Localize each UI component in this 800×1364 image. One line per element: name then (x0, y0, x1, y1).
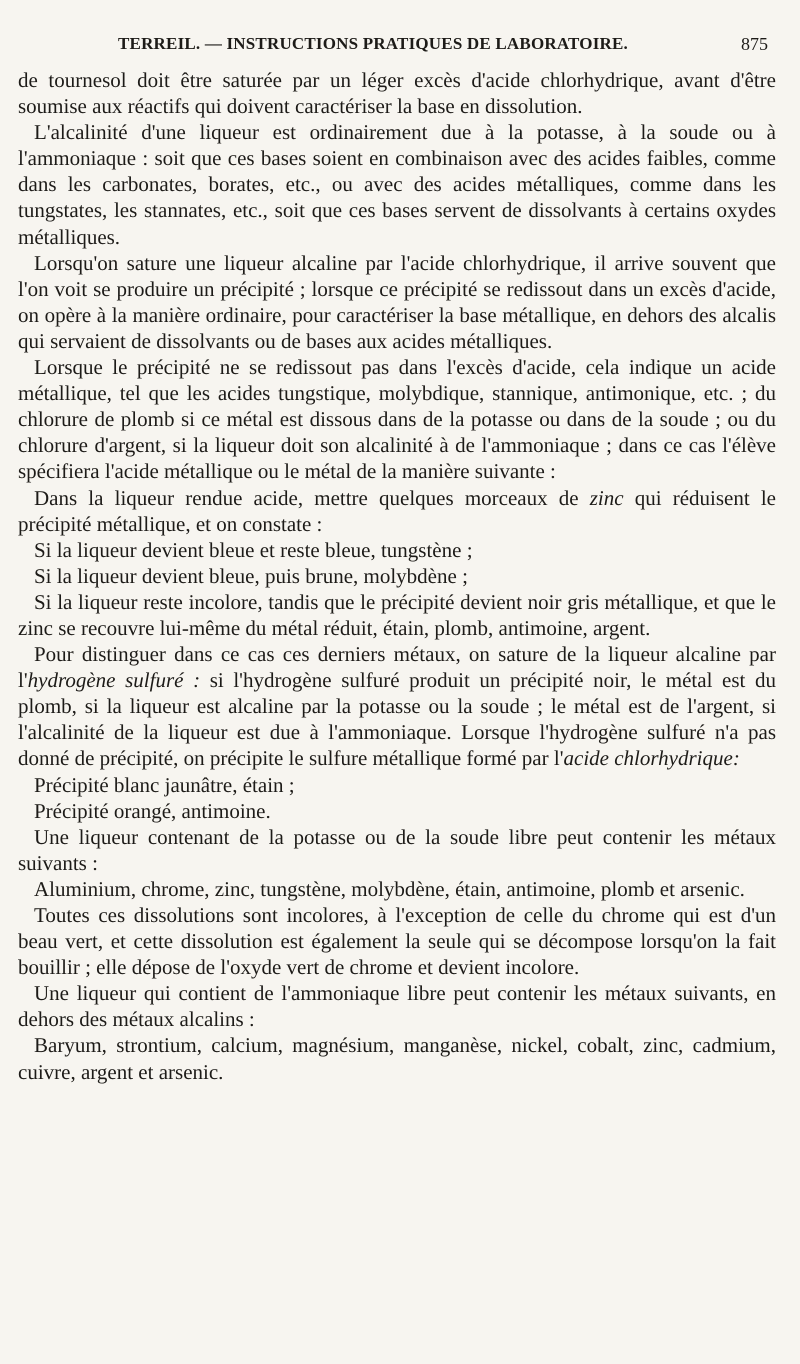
paragraph-alcalinite: L'alcalinité d'une liqueur est ordinairement due à la potasse, à la soude ou à l'ammoniaque : soit que ces bases soient en combinaison avec des acides faibles, comme dans les carbonates, borates, etc., ou avec des acides métalliques, comme dans les tungstates, les stannates, etc., soit que ces bases servent de dissolvants à certains oxydes métalliques. (18, 120, 776, 249)
paragraph-precipite: Lorsque le précipité ne se redissout pas dans l'excès d'acide, cela indique un acide métallique, tel que les acides tungstique, molybdique, stannique, antimonique, etc. ; du chlorure de plomb si ce métal est dissous dans de la potasse ou dans de la soude ; ou du chlorure d'argent, si la liqueur doit son alcalinité à de l'ammoniaque ; dans ce cas l'élève spécifiera l'acide métallique ou le métal de la manière suivante : (18, 355, 776, 484)
text-segment: Pour distinguer dans ce cas ces derniers métaux, on sature de la liqueur alcaline par l' (18, 642, 776, 693)
list-item-tungstene: Si la liqueur devient bleue et reste bleue, tungstène ; (34, 537, 473, 562)
paragraph-ammoniaque: Une liqueur qui contient de l'ammoniaque libre peut contenir les métaux suivants, en dehors des métaux alcalins : (18, 981, 776, 1032)
page-number: 875 (741, 34, 768, 54)
paragraph-distinguer (18, 641, 776, 771)
list-item-incolore: Si la liqueur reste incolore, tandis que le précipité devient noir gris métallique, et que le zinc se recouvre lui-même du métal réduit, étain, plomb, antimoine, argent. (18, 589, 776, 640)
italic-term: zinc (589, 485, 624, 510)
paragraph-zinc (18, 485, 776, 537)
italic-term: hydrogène sulfuré : (27, 668, 201, 693)
list-item-molybdene: Si la liqueur devient bleue, puis brune, molybdène ; (34, 563, 468, 588)
list-item-metaux-potasse: Aluminium, chrome, zinc, tungstène, molybdène, étain, antimoine, plomb et arsenic. (34, 876, 745, 901)
list-item-antimoine: Précipité orangé, antimoine. (34, 798, 271, 823)
paragraph-continuation: de tournesol doit être saturée par un léger excès d'acide chlorhydrique, avant d'être soumise aux réactifs qui doivent caractériser la base en dissolution. (18, 68, 776, 119)
list-item-etain: Précipité blanc jaunâtre, étain ; (34, 772, 295, 797)
text-segment: si l'hydrogène sulfuré produit un précipité noir, le métal est du plomb, si la liqueur est alcaline par la potasse ou la soude ; le métal est de l'argent, si l'alcalinité de la liqueur est due à l'ammoniaque. Lorsque l'hydrogène sulfuré n'a pas donné de précipité, on précipite le sulfure métallique formé par l' (18, 668, 776, 771)
page-header (118, 34, 768, 58)
running-title: TERREIL. — INSTRUCTIONS PRATIQUES DE LABORATOIRE. (118, 34, 628, 53)
text-segment: Dans la liqueur rendue acide, mettre quelques morceaux de (34, 485, 590, 510)
page-body (18, 67, 776, 1085)
paragraph-saturation: Lorsqu'on sature une liqueur alcaline par l'acide chlorhydrique, il arrive souvent que l'on voit se produire un précipité ; lorsque ce précipité se redissout dans un excès d'acide, on opère à la manière ordinaire, pour caractériser la base métallique, en dehors des alcalis qui servaient de dissolvants ou de bases aux acides métalliques. (18, 250, 776, 353)
italic-term: acide chlorhydrique: (563, 746, 740, 771)
list-item-metaux-ammoniaque: Baryum, strontium, calcium, magnésium, manganèse, nickel, cobalt, zinc, cadmium, cuivre, argent et arsenic. (18, 1033, 776, 1084)
paragraph-incolores: Toutes ces dissolutions sont incolores, à l'exception de celle du chrome qui est d'un beau vert, et cette dissolution est également la seule qui se décompose lorsqu'on la fait bouillir ; elle dépose de l'oxyde vert de chrome et devient incolore. (18, 903, 776, 980)
paragraph-potasse: Une liqueur contenant de la potasse ou de la soude libre peut contenir les métaux suivants : (18, 824, 776, 875)
text-segment: qui réduisent le précipité métallique, et on constate : (18, 485, 776, 536)
